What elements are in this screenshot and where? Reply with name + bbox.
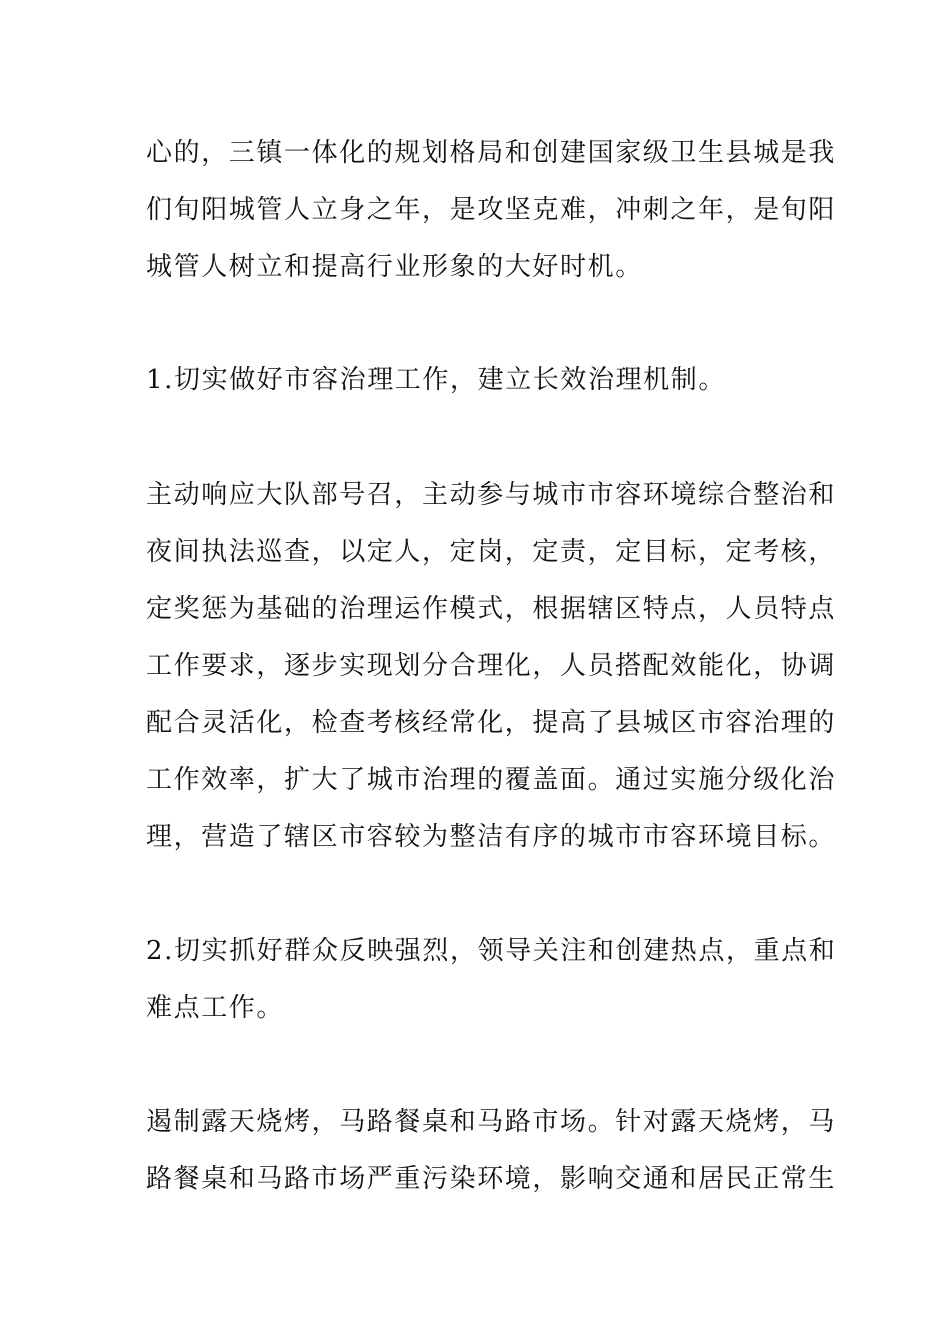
text-line: 遏制露天烧烤，马路餐桌和马路市场。针对露天烧烤，马 — [146, 1107, 837, 1137]
section-heading: 1.切实做好市容治理工作，建立长效治理机制。 — [146, 365, 727, 395]
section-heading: 难点工作。 — [146, 993, 285, 1023]
text-line: 工作效率，扩大了城市治理的覆盖面。通过实施分级化治 — [146, 765, 837, 795]
text-line: 城管人树立和提高行业形象的大好时机。 — [146, 252, 643, 282]
text-line: 心的，三镇一体化的规划格局和创建国家级卫生县城是我 — [146, 138, 837, 168]
text-line: 路餐桌和马路市场严重污染环境，影响交通和居民正常生 — [146, 1164, 837, 1194]
text-line: 定奖惩为基础的治理运作模式，根据辖区特点，人员特点 — [146, 594, 837, 624]
text-line: 配合灵活化，检查考核经常化，提高了县城区市容治理的 — [146, 708, 837, 738]
section-heading: 2.切实抓好群众反映强烈，领导关注和创建热点，重点和 — [146, 936, 837, 966]
text-line: 工作要求，逐步实现划分合理化，人员搭配效能化，协调 — [146, 651, 837, 681]
text-line: 夜间执法巡查，以定人，定岗，定责，定目标，定考核， — [146, 537, 837, 567]
text-line: 主动响应大队部号召，主动参与城市市容环境综合整治和 — [146, 480, 837, 510]
text-line: 理，营造了辖区市容较为整洁有序的城市市容环境目标。 — [146, 822, 837, 852]
text-line: 们旬阳城管人立身之年，是攻坚克难，冲刺之年，是旬阳 — [146, 195, 837, 225]
